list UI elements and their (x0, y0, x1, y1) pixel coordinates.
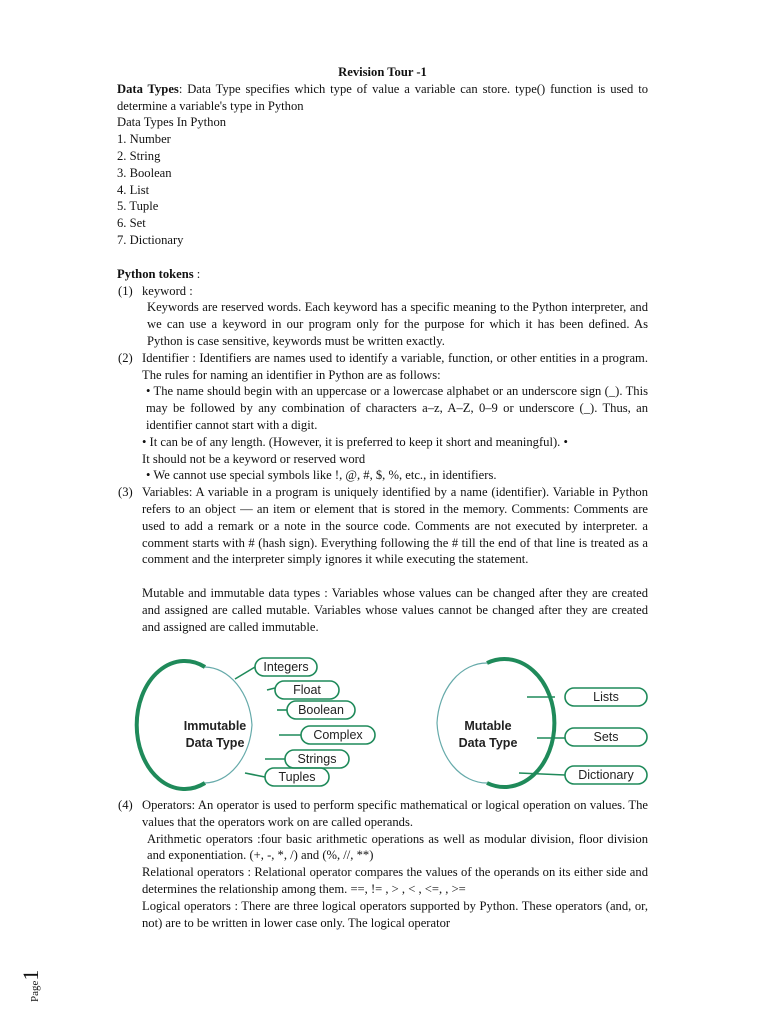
identifier-rule: • The name should begin with an uppercase or a lowercase alphabet or an underscore sign (_). This may be followed by any combination of characters a–z, A–Z, 0–9 or underscore (_). Thus, an identifier cannot start with a digit. (146, 384, 648, 432)
immutable-item: Complex (313, 728, 363, 742)
data-types-definition (117, 81, 648, 115)
mutable-item: Sets (593, 730, 619, 744)
mutable-label: Data Type (458, 736, 518, 750)
data-type-item: 4. List (117, 182, 150, 197)
operators-block (117, 797, 648, 931)
data-types-text: : Data Type specifies which type of value a variable can store. type() function is used to determine a variable's type in Python (117, 81, 648, 113)
identifier-rule: • It can be of any length. (However, it is preferred to keep it short and meaningful). • (142, 434, 568, 449)
logical-operators: Logical operators : There are three logical operators supported by Python. These operators (and, or, not) are to be written in lower case only. The logical operator (142, 898, 648, 930)
mutable-immutable-diagram (117, 655, 648, 791)
data-types-heading: Data Types In Python (117, 115, 227, 130)
arithmetic-operators: Arithmetic operators :four basic arithmetic operations as well as modular division, floor division and exponentiation. (+, -, *, /) and (%, //, **) (147, 831, 648, 863)
operators-section (117, 797, 648, 931)
relational-operators: Relational operators : Relational operator compares the values of the operands on its either side and determines the relationship among them. ==, != , > , < , <=, , >= (142, 865, 648, 896)
page-label: Page (29, 980, 41, 1002)
data-type-item: 3. Boolean (117, 165, 172, 180)
item-number: (3) (118, 485, 133, 500)
document-page (117, 64, 648, 636)
identifier-rule: • We cannot use special symbols like !, @, #, $, %, etc., in identifiers. (146, 468, 497, 483)
variables-section (117, 484, 648, 635)
data-type-item: 2. String (117, 148, 161, 163)
item-number: (1) (118, 283, 133, 298)
item-number: (4) (118, 798, 133, 812)
mutable-text: Mutable and immutable data types : Variables whose values can be changed after they are created and assigned are called mutable. Variables whose values cannot be changed after they are created and assigned are called immutable. (142, 586, 648, 634)
identifier-rule: It should not be a keyword or reserved word (142, 451, 366, 466)
immutable-item: Float (293, 683, 321, 697)
data-type-item: 1. Number (117, 132, 171, 147)
python-tokens-heading (117, 266, 648, 283)
data-type-item: 7. Dictionary (117, 232, 184, 247)
operators-text: Operators: An operator is used to perform specific mathematical or logical operation on values. The values that the operators work on are called operands. (142, 798, 648, 829)
identifier-section (117, 350, 648, 484)
python-tokens-label: Python tokens (117, 266, 194, 281)
mutable-item: Dictionary (578, 768, 634, 782)
data-types-label: Data Types (117, 81, 179, 96)
python-tokens-colon: : (193, 266, 201, 281)
immutable-label: Immutable (183, 719, 247, 733)
keyword-text: Keywords are reserved words. Each keyword has a specific meaning to the Python interpreter, and we can use a keyword in our program only for the purpose for which it has been defined. As Python is case sensitive, keywords must be written exactly. (147, 300, 648, 348)
data-type-item: 6. Set (117, 216, 146, 231)
keyword-section (117, 283, 648, 350)
immutable-item: Strings (297, 752, 337, 766)
keyword-title: keyword : (142, 283, 193, 298)
identifier-text: Identifier : Identifiers are names used to identify a variable, function, or other entities in a program. The rules for naming an identifier in Python are as follows: (142, 350, 648, 382)
data-type-item: 5. Tuple (117, 199, 159, 214)
immutable-label: Data Type (185, 736, 245, 750)
immutable-item: Boolean (298, 703, 344, 717)
variables-text: Variables: A variable in a program is uniquely identified by a name (identifier). Variable in Python refers to an object — an item or element that is stored in the memory. Comments: Comments are used to add a remark or a note in the source code. Comments are not executed by interpreter. a comment starts with # (hash sign). Everything following the # till the end of that line is treated as a comment and the interpreter simply ignores it while executing the statement. (142, 485, 648, 567)
page-number: 1 (18, 969, 43, 981)
mutable-item: Lists (593, 690, 619, 704)
mutable-label: Mutable (464, 719, 512, 733)
diagram-svg (117, 655, 648, 791)
item-number: (2) (118, 350, 133, 365)
immutable-item: Tuples (278, 770, 316, 784)
page-footer (18, 970, 44, 1002)
immutable-item: Integers (263, 660, 309, 674)
page-title: Revision Tour -1 (338, 65, 427, 79)
